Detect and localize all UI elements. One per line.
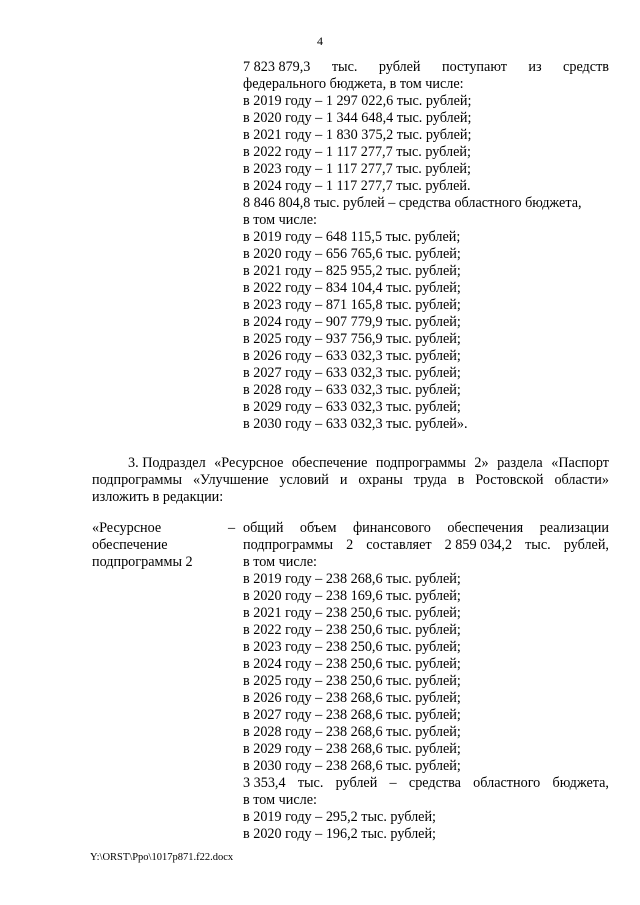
word: «Ресурсное <box>214 455 284 471</box>
total-year-line: в 2029 году – 238 268,6 тыс. рублей; <box>243 741 461 757</box>
total-line3: в том числе: <box>243 554 317 570</box>
word: подпрограммы <box>92 472 182 488</box>
regional-year-line: в 2024 году – 907 779,9 тыс. рублей; <box>243 314 461 330</box>
word: Ростовской <box>475 472 544 488</box>
regional-year-line: в 2027 году – 633 032,3 тыс. рублей; <box>243 365 461 381</box>
word: труда <box>413 472 447 488</box>
word: реализации <box>539 520 609 536</box>
word: 7 823 879,3 <box>243 59 311 75</box>
regional-intro-line: 8 846 804,8 тыс. рублей – средства областного бюджета, <box>243 195 582 211</box>
word: из <box>528 59 542 75</box>
total-year-line: в 2028 году – 238 268,6 тыс. рублей; <box>243 724 461 740</box>
word: подпрограммы <box>375 455 466 471</box>
word: общий <box>243 520 284 536</box>
word: в <box>457 472 465 488</box>
federal-year-line: в 2020 году – 1 344 648,4 тыс. рублей; <box>243 110 472 126</box>
word: обеспечения <box>447 520 524 536</box>
regional-year-line: в 2023 году – 871 165,8 тыс. рублей; <box>243 297 461 313</box>
regional-year-line: в 2019 году – 648 115,5 тыс. рублей; <box>243 229 461 245</box>
total-year-line: в 2027 году – 238 268,6 тыс. рублей; <box>243 707 461 723</box>
word: поступают <box>441 59 507 75</box>
total-year-line: в 2022 году – 238 250,6 тыс. рублей; <box>243 622 461 638</box>
total-year-line: в 2026 году – 238 268,6 тыс. рублей; <box>243 690 461 706</box>
word: рублей, <box>563 537 609 553</box>
regional-year-line: в 2029 году – 633 032,3 тыс. рублей; <box>243 399 461 415</box>
regional-year-line: в 2020 году – 656 765,6 тыс. рублей; <box>243 246 461 262</box>
federal-year-line: в 2022 году – 1 117 277,7 тыс. рублей; <box>243 144 471 160</box>
footer-file-path: Y:\ORST\Ppo\1017p871.f22.docx <box>90 852 234 863</box>
page-number: 4 <box>317 34 323 48</box>
word: – <box>389 775 397 791</box>
total-year-line: в 2021 году – 238 250,6 тыс. рублей; <box>243 605 461 621</box>
word: подпрограммы <box>243 537 333 553</box>
total-line1 <box>243 520 609 537</box>
federal-intro-line2: федерального бюджета, в том числе: <box>243 76 464 92</box>
federal-year-line: в 2023 году – 1 117 277,7 тыс. рублей; <box>243 161 471 177</box>
resources-label-line: обеспечение <box>92 537 168 553</box>
word: и <box>339 472 348 488</box>
section3-line3: изложить в редакции: <box>92 489 224 505</box>
word: раздела <box>497 455 543 471</box>
federal-year-line: в 2021 году – 1 830 375,2 тыс. рублей; <box>243 127 472 143</box>
word: составляет <box>366 537 432 553</box>
total-year-line: в 2019 году – 238 268,6 тыс. рублей; <box>243 571 461 587</box>
regional-intro-line <box>243 775 609 792</box>
word: объем <box>299 520 337 536</box>
federal-year-line: в 2024 году – 1 117 277,7 тыс. рублей. <box>243 178 471 194</box>
word: 3. Подраздел <box>128 455 206 471</box>
total-year-line: в 2024 году – 238 250,6 тыс. рублей; <box>243 656 461 672</box>
word: 2» <box>474 455 489 471</box>
regional-year-line: в 2030 году – 633 032,3 тыс. рублей». <box>243 416 468 432</box>
regional-year-line: в 2028 году – 633 032,3 тыс. рублей; <box>243 382 461 398</box>
regional-year-line: в 2021 году – 825 955,2 тыс. рублей; <box>243 263 461 279</box>
label-dash: – <box>228 520 236 536</box>
word: «Улучшение <box>192 472 269 488</box>
regional-year-line: в 2025 году – 937 756,9 тыс. рублей; <box>243 331 461 347</box>
resources-label-line: «Ресурсное <box>92 520 162 536</box>
word: охраны <box>358 472 403 488</box>
word: условий <box>279 472 329 488</box>
word: 2 859 034,2 <box>444 537 513 553</box>
regional-year-line: в 2026 году – 633 032,3 тыс. рублей; <box>243 348 461 364</box>
word: «Паспорт <box>551 455 609 471</box>
word: областного <box>473 775 541 791</box>
regional-intro-line2: в том числе: <box>243 212 317 228</box>
word: рублей <box>378 59 421 75</box>
word: тыс. <box>297 775 324 791</box>
word: тыс. <box>525 537 551 553</box>
total-year-line: в 2023 году – 238 250,6 тыс. рублей; <box>243 639 461 655</box>
regional-intro-line2: в том числе: <box>243 792 317 808</box>
word: обеспечение <box>291 455 368 471</box>
section3-line1 <box>128 455 609 472</box>
total-year-line: в 2025 году – 238 250,6 тыс. рублей; <box>243 673 461 689</box>
word: средства <box>408 775 461 791</box>
word: средств <box>563 59 609 75</box>
word: области» <box>554 472 609 488</box>
regional-year-line: в 2020 году – 196,2 тыс. рублей; <box>243 826 436 842</box>
federal-intro-line <box>243 59 609 76</box>
word: 3 353,4 <box>243 775 286 791</box>
word: тыс. <box>331 59 358 75</box>
regional-year-line: в 2019 году – 295,2 тыс. рублей; <box>243 809 436 825</box>
resources-label-line: подпрограммы 2 <box>92 554 193 570</box>
word: рублей <box>335 775 378 791</box>
federal-year-line: в 2019 году – 1 297 022,6 тыс. рублей; <box>243 93 472 109</box>
total-year-line: в 2020 году – 238 169,6 тыс. рублей; <box>243 588 461 604</box>
word: финансового <box>352 520 431 536</box>
total-line2 <box>243 537 609 554</box>
total-year-line: в 2030 году – 238 268,6 тыс. рублей; <box>243 758 461 774</box>
regional-year-line: в 2022 году – 834 104,4 тыс. рублей; <box>243 280 461 296</box>
word: бюджета, <box>552 775 609 791</box>
section3-line2 <box>92 472 609 489</box>
word: 2 <box>346 537 354 553</box>
